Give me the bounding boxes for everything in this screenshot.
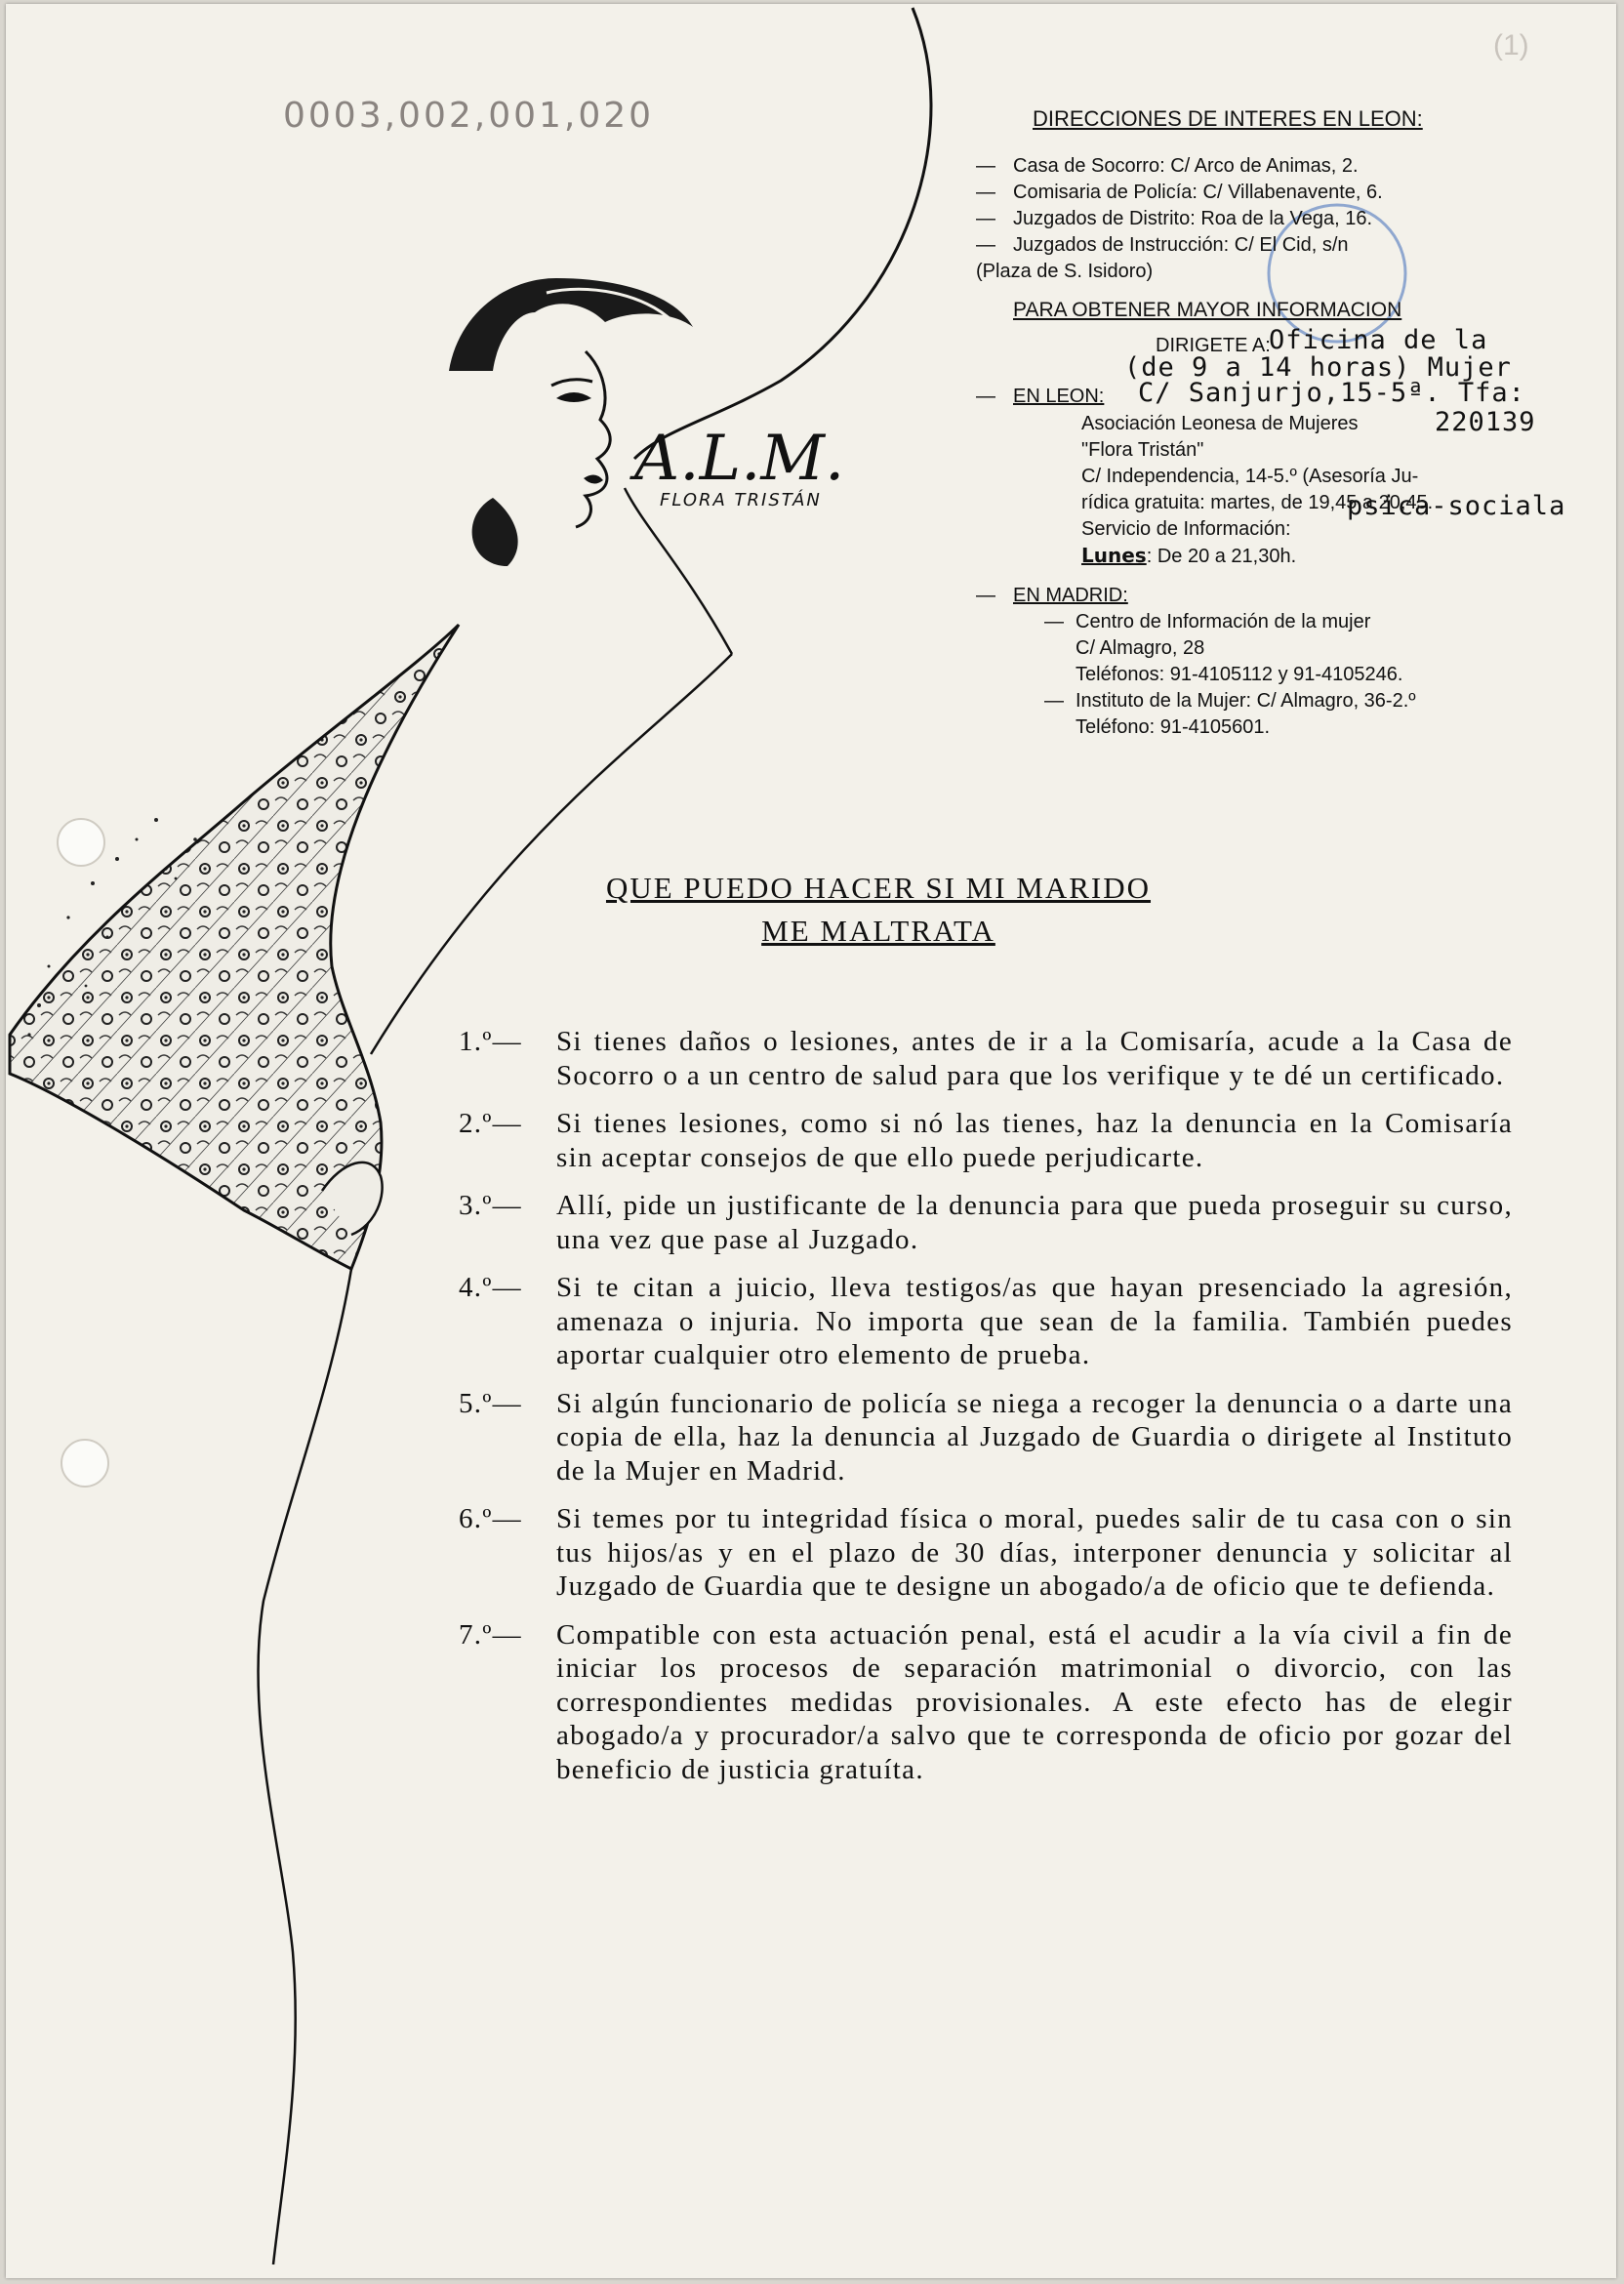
logo-mark: A.L.M. (634, 423, 845, 495)
corner-mark: (1) (1493, 29, 1529, 61)
typed-hours: (de 9 a 14 horas) Mujer (1124, 352, 1512, 383)
logo (634, 423, 845, 510)
page-title (605, 867, 1152, 953)
list-item (459, 1025, 1513, 1092)
advice-list (459, 1025, 1513, 1801)
madrid-item-instituto: — Instituto de la Mujer: C/ Almagro, 36-2.º Teléfono: 91-4105601. (1044, 690, 1416, 738)
item-number: 5.º— (459, 1387, 522, 1419)
more-info-title: PARA OBTENER MAYOR INFORMACION (1013, 299, 1402, 321)
leon-addresses-title: DIRECCIONES DE INTERES EN LEON: (1033, 106, 1423, 131)
item-text: Si tienes daños o lesiones, antes de ir a la Comisaría, acude a la Casa de Socorro o a un centro de salud para que los verifique y te dé un certificado. (556, 1026, 1513, 1091)
list-item (459, 1271, 1513, 1372)
logo-subtitle: FLORA TRISTÁN (660, 490, 822, 510)
leon-association-text: Asociación Leonesa de Mujeres "Flora Tristán" C/ Independencia, 14-5.º (Asesoría Ju- rídica gratuita: martes, de 19,45 a 20,45. Servicio de Información: Lunes: De 20 a 21,30h. (1081, 411, 1491, 570)
leon-address-list (976, 153, 1581, 285)
list-item (459, 1107, 1513, 1174)
item-text: Si te citan a juicio, lleva testigos/as que hayan presenciado la agresión, amenaza o injuria. No importa que sean de la familia. También puedes aportar cualquier otro elemento de prueba. (556, 1272, 1513, 1370)
typed-street: C/ Sanjurjo,15-5ª. Tfa: (1138, 378, 1525, 408)
ear-curl (472, 498, 518, 566)
shawl (10, 625, 459, 1269)
item-text: Si temes por tu integridad física o moral, puedes salir de tu casa con o sin tus hijos/as y en el plazo de 30 días, interponer denuncia y solicitar al Juzgado de Guardia que te designe un abogado/a de oficio que te defienda. (556, 1503, 1513, 1602)
item-number: 6.º— (459, 1503, 522, 1534)
face-profile (576, 351, 610, 527)
hair-outline (449, 278, 693, 371)
list-item-note: (Plaza de S. Isidoro) (976, 261, 1154, 282)
page-title-line-2: ME MALTRATA (761, 914, 995, 948)
list-item (459, 1387, 1513, 1489)
lunes-handwritten: Lunes (1081, 544, 1147, 567)
page-swoosh-line (634, 8, 931, 459)
list-item: — Comisaria de Policía: C/ Villabenavente, 6. (976, 182, 1383, 203)
item-text: Allí, pide un justificante de la denuncia para que pueda proseguir su curso, una vez que pase al Juzgado. (556, 1190, 1513, 1255)
lunes-line: Lunes: De 20 a 21,30h. (1081, 544, 1297, 567)
list-item: — Juzgados de Instrucción: C/ El Cid, s/n (976, 234, 1349, 256)
item-number: 2.º— (459, 1108, 522, 1139)
body-line (258, 1269, 351, 2264)
list-item (459, 1502, 1513, 1604)
archive-code: 0003,002,001,020 (283, 96, 655, 136)
item-number: 1.º— (459, 1026, 522, 1057)
madrid-block: — EN MADRID: — Centro de Información de la mujer C/ Almagro, 28 Teléfonos: 91-4105112 y 91-4105246. — Instituto de la Mujer: C/ Almagro, 36-2.º Teléfono: 91-4105601. (976, 583, 1581, 741)
typed-phone: 220139 (1435, 407, 1536, 437)
en-madrid-label: EN MADRID: (1013, 585, 1128, 606)
collar-line (371, 654, 732, 1054)
item-number: 4.º— (459, 1272, 522, 1303)
list-item (459, 1618, 1513, 1787)
neck-line (625, 488, 732, 654)
item-text: Compatible con esta actuación penal, está el acudir a la vía civil a fin de iniciar los procesos de separación matrimonial o divorcio, con las correspondientes medidas provisionales. A este efecto has de elegir abogado/a y procurador/a salvo que te corresponda de oficio por gozar del beneficio de justicia gratuíta. (556, 1618, 1513, 1785)
lips (584, 474, 603, 483)
typed-office: Oficina de la (1269, 325, 1488, 355)
page-title-line-1: QUE PUEDO HACER SI MI MARIDO (605, 871, 1152, 905)
eye (556, 392, 591, 402)
list-item (459, 1189, 1513, 1256)
en-leon-label: — EN LEON: (976, 386, 1105, 407)
item-text: Si tienes lesiones, como si nó las tienes, haz la denuncia en la Comisaría sin aceptar consejos de que ello puede perjudicarte. (556, 1108, 1513, 1173)
typed-psico-social: psica-sociala (1347, 491, 1566, 521)
item-text: Si algún funcionario de policía se niega a recoger la denuncia o a darte una copia de ella, haz la denuncia al Juzgado de Guardia o dirigete al Instituto de la Mujer en Madrid. (556, 1387, 1513, 1487)
item-number: 3.º— (459, 1190, 522, 1221)
leon-contact-block (976, 325, 1581, 567)
addresses-panel (976, 105, 1581, 741)
madrid-item-centro: — Centro de Información de la mujer C/ Almagro, 28 Teléfonos: 91-4105112 y 91-4105246. (1044, 611, 1403, 685)
item-number: 7.º— (459, 1618, 522, 1651)
list-item: — Juzgados de Distrito: Roa de la Vega, 16. (976, 208, 1373, 229)
dirigete-label: DIRIGETE A: (1156, 335, 1271, 356)
list-item: — Casa de Socorro: C/ Arco de Animas, 2. (976, 155, 1359, 177)
